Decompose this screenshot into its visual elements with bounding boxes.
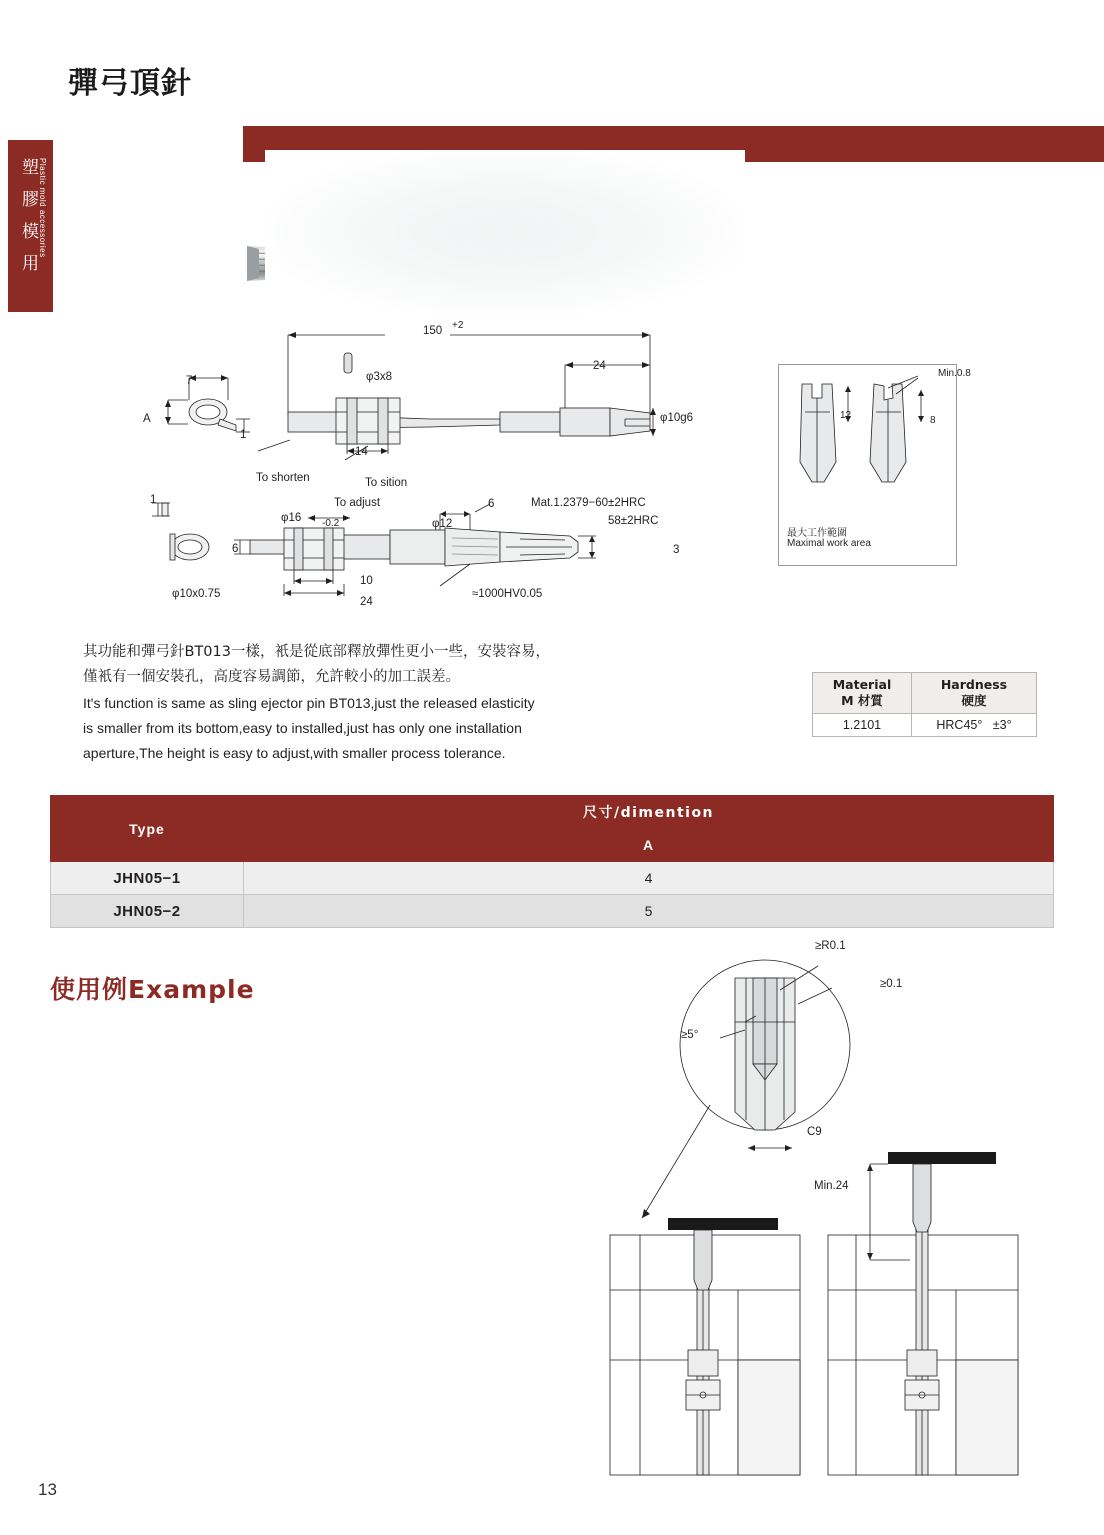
min-08-label: Min.0.8 xyxy=(938,368,971,379)
top-technical-drawing xyxy=(140,320,700,500)
hardness-header-cn: 硬度 xyxy=(961,693,987,708)
type-a-jhn05-2: 5 xyxy=(244,895,1054,928)
callout-r01: ≥R0.1 xyxy=(815,940,846,952)
dimension-a-header: A xyxy=(244,829,1054,862)
hardness-hv-note: ≈1000HV0.05 xyxy=(472,588,543,600)
material-table-row xyxy=(813,714,1037,737)
product-photo xyxy=(225,150,785,320)
dim-phi10x075: φ10x0.75 xyxy=(172,588,221,600)
hardness-tolerance: ±3° xyxy=(992,718,1012,732)
side-tab-label-en: Plastic mold accessories xyxy=(38,158,47,258)
photo-background-glow xyxy=(265,150,745,315)
dim-phi12: φ12 xyxy=(432,518,453,530)
dim-10: 10 xyxy=(360,575,373,587)
dim-3: 3 xyxy=(673,544,680,556)
table-row xyxy=(51,862,1054,895)
dim-7: 7 xyxy=(186,375,193,387)
material-note-2: 58±2HRC xyxy=(608,515,659,527)
example-title: 使用例Example xyxy=(50,975,255,1004)
side-tab-label-cn: 塑膠模用 xyxy=(22,158,40,274)
dim-phi3x8: φ3x8 xyxy=(366,371,392,383)
dim-14: 14 xyxy=(355,446,368,458)
material-note-1: Mat.1.2379−60±2HRC xyxy=(531,497,646,509)
type-a-jhn05-1: 4 xyxy=(244,862,1054,895)
dim-24-bottom: 24 xyxy=(360,596,373,608)
callout-5deg: ≥5° xyxy=(681,1029,699,1041)
dim-1-bottom: 1 xyxy=(150,494,157,506)
example-assembly-drawing xyxy=(570,930,1090,1500)
dim-phi10g6: φ10g6 xyxy=(660,412,694,424)
header-title-cn: 彈弓頂針 xyxy=(68,66,192,101)
type-name-jhn05-1: JHN05−1 xyxy=(51,862,244,895)
description-en-line3: aperture,The height is easy to adjust,with smaller process tolerance. xyxy=(83,745,506,761)
max-work-area-caption-cn: 最大工作範圍 xyxy=(787,528,847,539)
dim-8-right: 8 xyxy=(930,415,936,426)
dim-A: A xyxy=(143,413,151,425)
dim-12-right: 12 xyxy=(840,410,852,421)
dimension-header: 尺寸/dimention xyxy=(244,796,1054,829)
hardness-header-cell xyxy=(911,673,1036,714)
type-header: Type xyxy=(51,796,244,862)
side-tab xyxy=(8,140,53,312)
dim-phi16-tolerance: -0.2 xyxy=(322,518,340,529)
table-row xyxy=(51,895,1054,928)
type-name-jhn05-2: JHN05−2 xyxy=(51,895,244,928)
description-cn-line1: 其功能和彈弓針BT013一樣，衹是從底部釋放彈性更小一些，安裝容易， xyxy=(83,644,550,660)
page-number: 13 xyxy=(38,1480,57,1499)
callout-c9: C9 xyxy=(807,1126,822,1138)
note-to-shorten: To shorten xyxy=(256,472,310,484)
dim-6-left: 6 xyxy=(232,543,239,555)
dim-150: 150 xyxy=(423,325,443,337)
material-table xyxy=(812,672,1037,737)
description-cn-line2: 僅衹有一個安裝孔，高度容易調節，允許較小的加工誤差。 xyxy=(83,669,460,685)
max-work-area-caption-en: Maximal work area xyxy=(787,538,871,549)
type-dimension-table xyxy=(50,795,1054,928)
hardness-value: HRC45° xyxy=(936,718,983,732)
dim-6-top: 6 xyxy=(488,498,495,510)
description-block xyxy=(83,640,703,765)
description-en-line1: It's function is same as sling ejector pin BT013,just the released elasticity xyxy=(83,695,535,711)
hardness-value-cell xyxy=(911,714,1036,737)
material-header-en: Material xyxy=(832,677,892,692)
bottom-technical-drawing xyxy=(140,490,700,620)
callout-min24: Min.24 xyxy=(814,1180,849,1192)
callout-01: ≥0.1 xyxy=(880,978,903,990)
material-table-header-row xyxy=(813,673,1037,714)
note-to-sition: To sition xyxy=(365,477,408,489)
header-title-en: SLING EJECTOR PIN xyxy=(258,76,466,95)
type-table-header-row-1 xyxy=(51,796,1054,829)
description-en-line2: is smaller from its bottom,easy to installed,just has only one installation xyxy=(83,720,522,736)
dim-1-top: 1 xyxy=(240,429,247,441)
material-value: 1.2101 xyxy=(813,714,912,737)
dim-150-tolerance: +2 xyxy=(452,320,464,331)
dim-phi16: φ16 xyxy=(281,512,302,524)
material-header-cell xyxy=(813,673,912,714)
dim-24: 24 xyxy=(593,360,606,372)
material-header-cn: M 材質 xyxy=(841,693,883,708)
note-to-adjust: To adjust xyxy=(334,497,381,509)
hardness-header-en: Hardness xyxy=(940,677,1008,692)
